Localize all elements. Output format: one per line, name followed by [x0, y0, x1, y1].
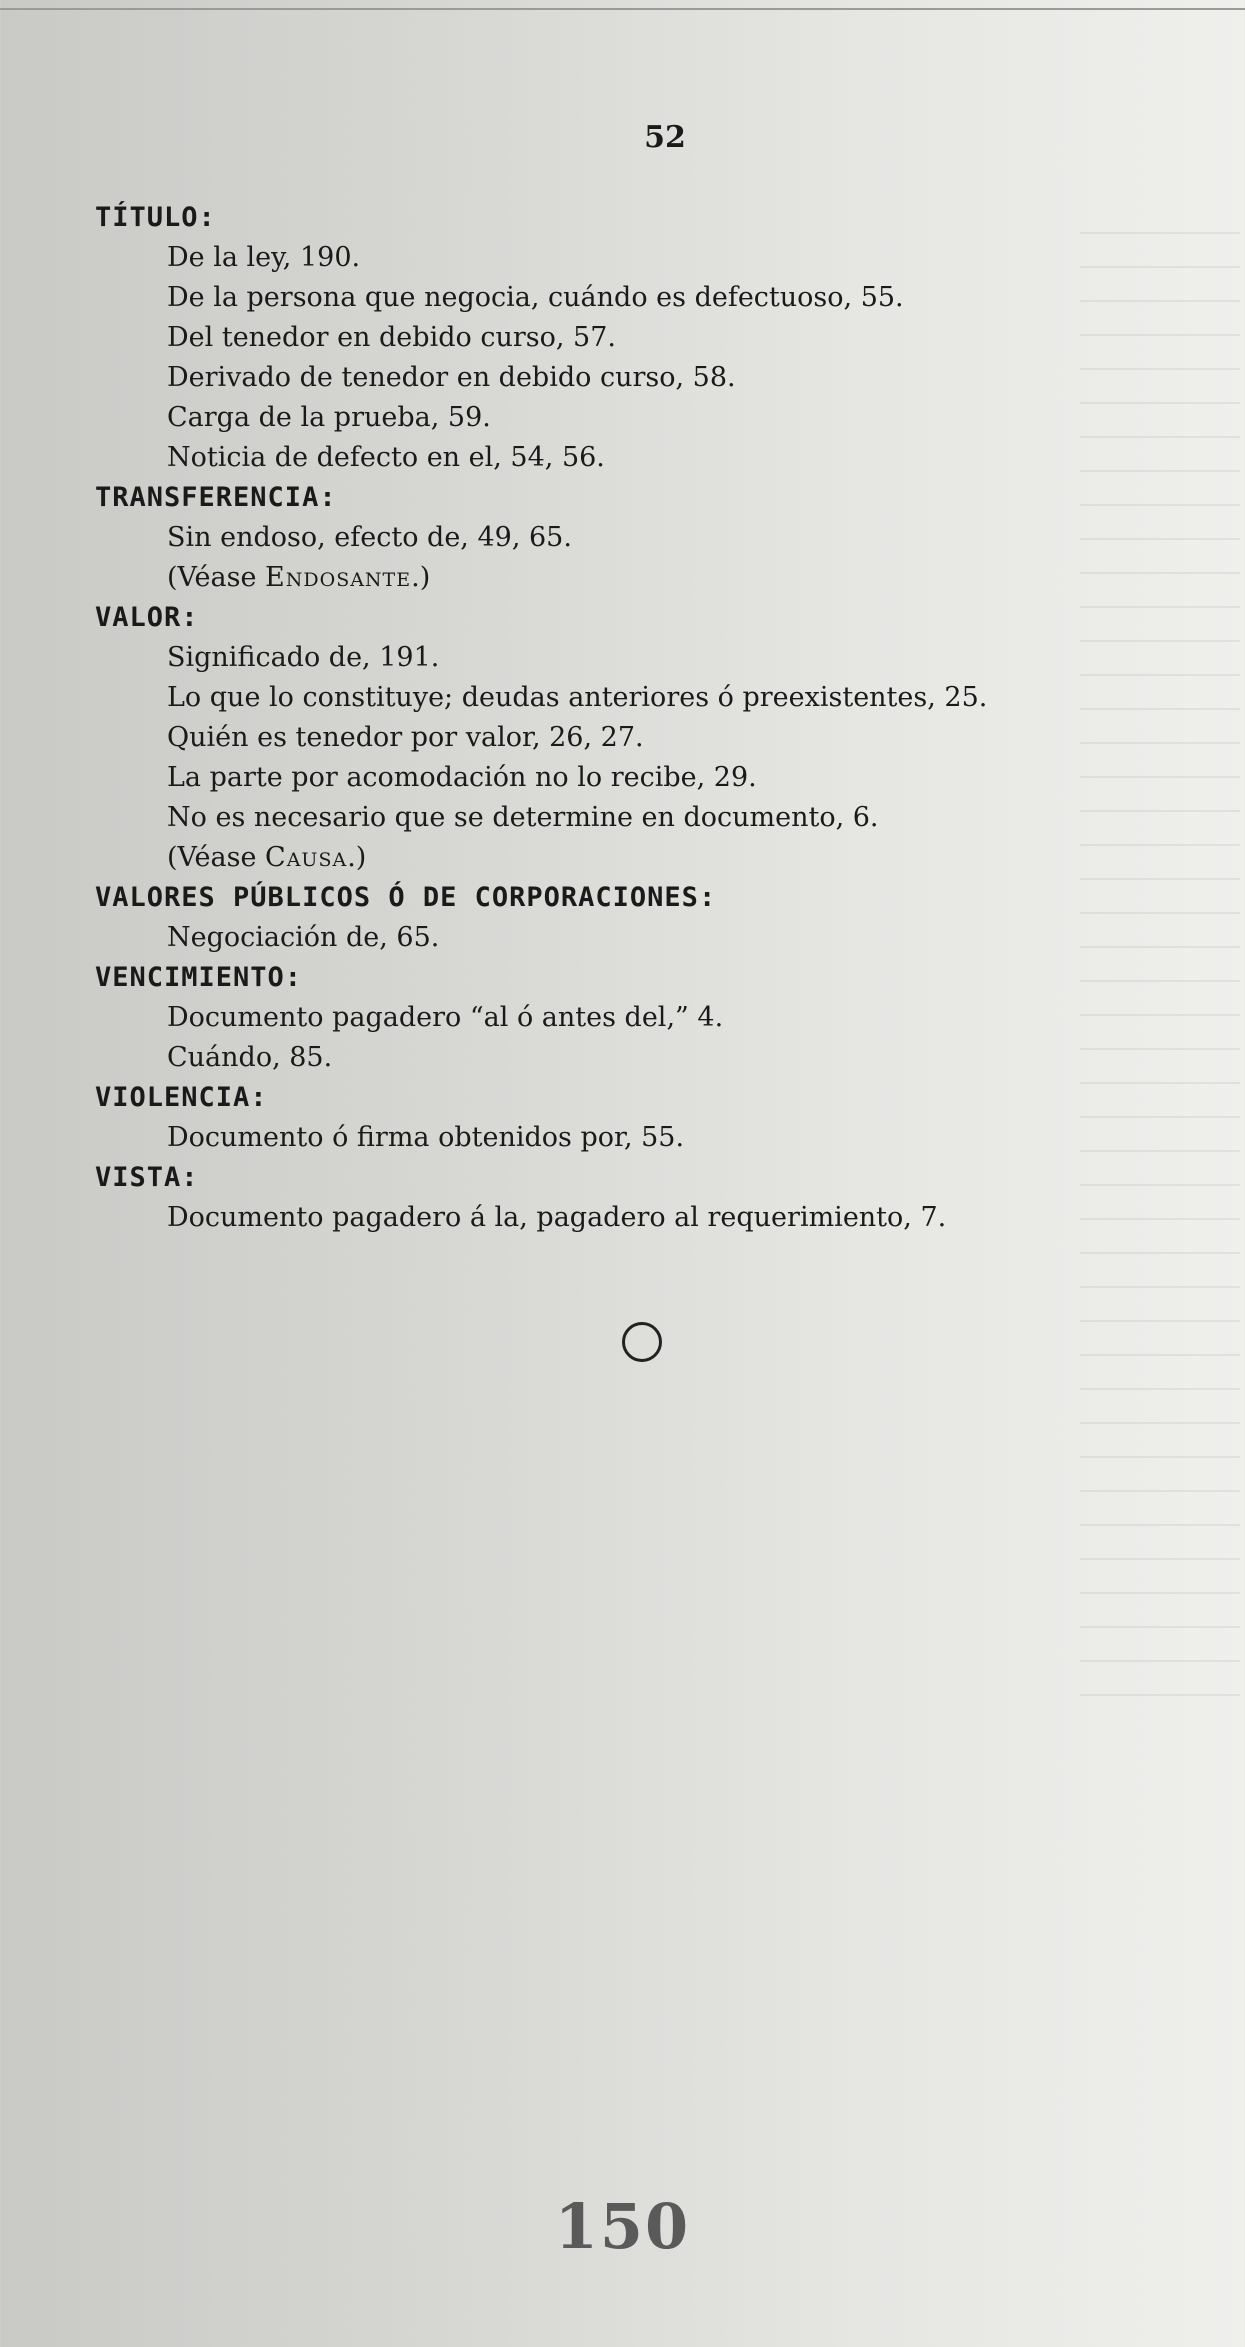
entry-line: De la ley, 190.: [167, 242, 361, 273]
entry-heading: VENCIMIENTO:: [95, 962, 303, 993]
entry-line: Documento pagadero “al ó antes del,” 4.: [167, 1002, 724, 1033]
entry-heading: VISTA:: [95, 1162, 199, 1193]
entry-heading: VIOLENCIA:: [95, 1082, 268, 1113]
index-entry-vista: [95, 1158, 1175, 1238]
page-number: 52: [644, 120, 686, 155]
see-also-reference: [95, 558, 1175, 598]
index-entry-vencimiento: [95, 958, 1175, 1078]
entry-heading: TRANSFERENCIA:: [95, 482, 337, 513]
index-entry-transferencia: [95, 478, 1175, 598]
entry-line: Noticia de defecto en el, 54, 56.: [167, 442, 605, 473]
entry-line: Quién es tenedor por valor, 26, 27.: [167, 722, 644, 753]
index-entry-titulo: [95, 198, 1175, 478]
see-term: Endosante: [265, 562, 412, 593]
entry-line: Cuándo, 85.: [167, 1042, 333, 1073]
entry-line: La parte por acomodación no lo recibe, 29.: [167, 762, 757, 793]
index-entry-valor: [95, 598, 1175, 878]
entry-line: Negociación de, 65.: [167, 922, 440, 953]
see-prefix: (Véase: [167, 562, 266, 593]
entry-line: Documento pagadero á la, pagadero al requerimiento, 7.: [167, 1202, 947, 1233]
entry-line: Lo que lo constituye; deudas anteriores ó preexistentes, 25.: [167, 682, 988, 713]
footer-page-number: 150: [554, 2190, 691, 2263]
see-prefix: (Véase: [167, 842, 266, 873]
entry-line: De la persona que negocia, cuándo es defectuoso, 55.: [167, 282, 904, 313]
index-entry-violencia: [95, 1078, 1175, 1158]
entry-line: Carga de la prueba, 59.: [167, 402, 491, 433]
entry-line: Documento ó firma obtenidos por, 55.: [167, 1122, 685, 1153]
entry-line: Del tenedor en debido curso, 57.: [167, 322, 616, 353]
end-mark-circle: [622, 1322, 662, 1362]
see-suffix: .): [411, 562, 431, 593]
entry-line: No es necesario que se determine en documento, 6.: [167, 802, 879, 833]
see-term: Causa: [265, 842, 348, 873]
entry-heading: VALOR:: [95, 602, 199, 633]
see-also-reference: [95, 838, 1175, 878]
entry-heading: VALORES PÚBLICOS Ó DE CORPORACIONES:: [95, 882, 717, 913]
entry-line: Sin endoso, efecto de, 49, 65.: [167, 522, 572, 553]
index-content: [95, 198, 1175, 1238]
top-rule: [0, 8, 1245, 10]
entry-line: Significado de, 191.: [167, 642, 440, 673]
index-entry-valores-publicos: [95, 878, 1175, 958]
entry-line: Derivado de tenedor en debido curso, 58.: [167, 362, 736, 393]
see-suffix: .): [347, 842, 367, 873]
entry-heading: TÍTULO:: [95, 202, 216, 233]
